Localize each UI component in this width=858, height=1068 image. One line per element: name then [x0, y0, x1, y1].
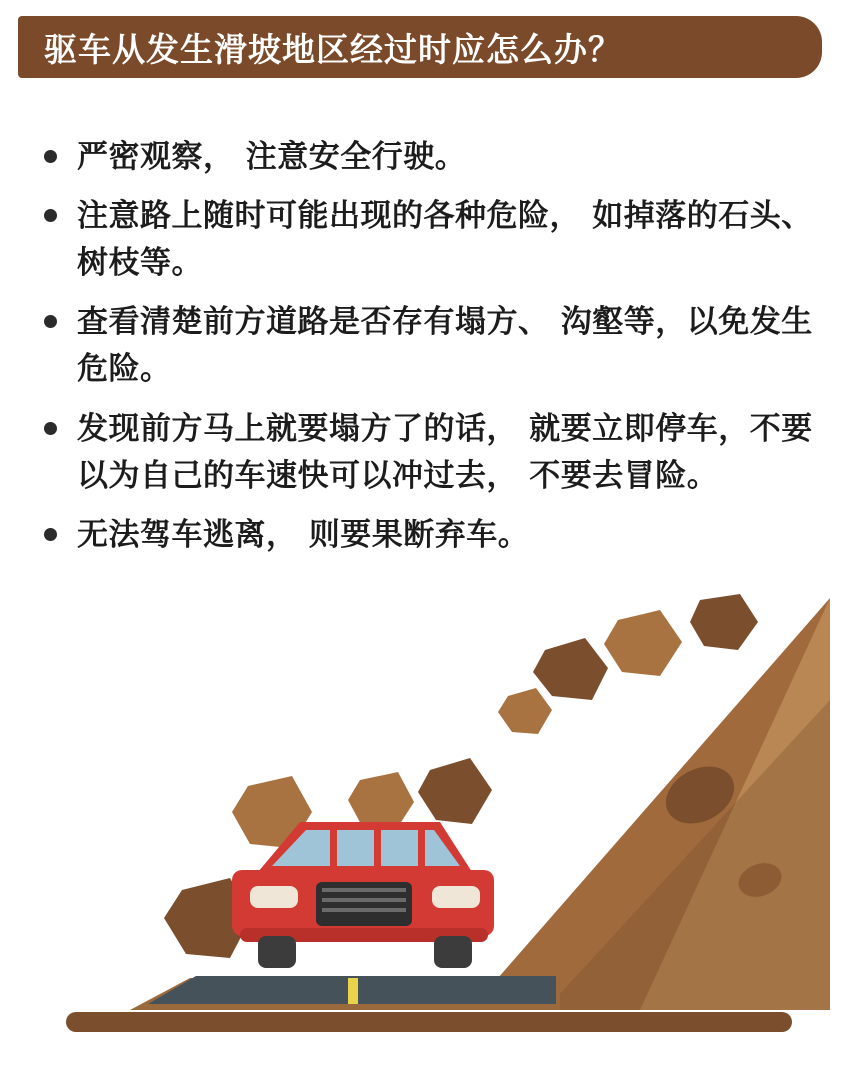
- list-item-text: 查看清楚前方道路是否存有塌方、 沟壑等，以免发生危险。: [77, 304, 813, 388]
- page-title: 驱车从发生滑坡地区经过时应怎么办？: [44, 29, 622, 69]
- car-window-divider: [374, 830, 381, 866]
- falling-rock: [348, 772, 414, 830]
- car-window-divider: [418, 830, 425, 866]
- banner-inner: [18, 16, 822, 78]
- car-wheel-right: [434, 936, 472, 968]
- falling-rock: [604, 610, 682, 676]
- falling-rock: [690, 594, 758, 650]
- bullet-dot-icon: [44, 422, 57, 435]
- car-wheel-left: [258, 936, 296, 968]
- list-item-text: 注意路上随时可能出现的各种危险， 如掉落的石头、 树枝等。: [77, 198, 813, 282]
- header-banner: [18, 16, 822, 78]
- slope-shadow: [545, 700, 830, 1010]
- car-window-divider: [330, 830, 337, 866]
- bullet-dot-icon: [44, 209, 57, 222]
- bullet-dot-icon: [44, 150, 57, 163]
- landslide-illustration: [0, 580, 858, 1068]
- car-headlight-right: [432, 886, 480, 908]
- road-center-line: [348, 978, 358, 1004]
- bullet-dot-icon: [44, 528, 57, 541]
- falling-rock: [498, 688, 552, 734]
- list-item: [44, 193, 834, 287]
- list-item-text: 发现前方马上就要塌方了的话， 就要立即停车，不要以为自己的车速快可以冲过去， 不要去冒险。: [77, 410, 813, 494]
- grille-slat: [322, 908, 406, 912]
- tips-list: [44, 134, 834, 571]
- list-item-text: 严密观察， 注意安全行驶。: [77, 139, 467, 175]
- falling-rock: [418, 758, 492, 824]
- list-item: [44, 406, 834, 500]
- falling-rock: [533, 638, 608, 700]
- list-item-text: 无法驾车逃离， 则要果断弃车。: [77, 516, 530, 553]
- list-item: [44, 299, 834, 393]
- grille-slat: [322, 898, 406, 902]
- ground-bar: [66, 1012, 792, 1032]
- landslide-scene-svg: [0, 580, 858, 1068]
- list-item: [44, 512, 834, 559]
- bullet-dot-icon: [44, 315, 57, 328]
- car-headlight-left: [250, 886, 298, 908]
- list-item: [44, 134, 834, 181]
- grille-slat: [322, 888, 406, 892]
